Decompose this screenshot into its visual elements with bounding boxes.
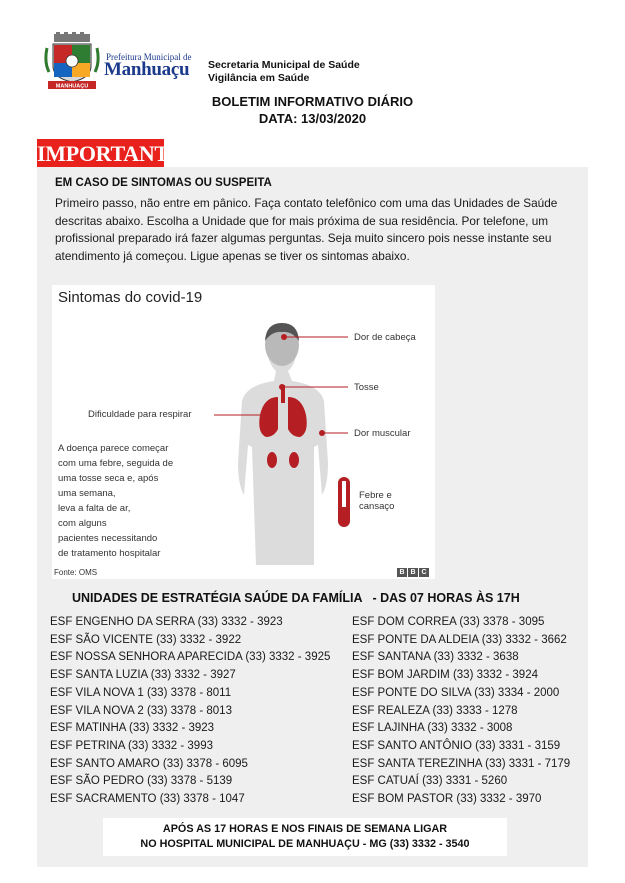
unit-item: ESF NOSSA SENHORA APARECIDA (33) 3332 - 3925 [50,651,331,664]
units-title: UNIDADES DE ESTRATÉGIA SAÚDE DA FAMÍLIA - DAS 07 HORAS ÀS 17H [72,591,520,605]
secretaria-label: Secretaria Municipal de Saúde [208,59,360,71]
label-fatigue: cansaço [359,501,395,512]
unit-item: ESF VILA NOVA 2 (33) 3378 - 8013 [50,704,232,717]
units-list-left [50,614,330,809]
bulletin-title: BOLETIM INFORMATIVO DIÁRIO [211,94,414,109]
disease-description [58,441,208,561]
label-cough: Tosse [354,382,379,393]
units-list-right [352,614,570,809]
after-hours-line: APÓS AS 17 HORAS E NOS FINAIS DE SEMANA LIGAR [162,823,448,835]
right-kidney [289,452,299,468]
unit-item: ESF PONTE DO SILVA (33) 3334 - 2000 [352,686,560,699]
description-line: pacientes necessitando [58,533,158,544]
unit-item: ESF BOM PASTOR (33) 3332 - 3970 [352,793,542,806]
important-badge: IMPORTANTE [37,141,184,166]
section-title: EM CASO DE SINTOMAS OU SUSPEITA [55,177,272,189]
left-kidney [267,452,277,468]
logo-ribbon-text: MANHUAÇU [55,83,89,90]
label-headache: Dor de cabeça [354,332,416,343]
bbc-letter: B [408,568,418,577]
unit-item: ESF SANTA LUZIA (33) 3332 - 3927 [50,669,236,682]
unit-item: ESF SANTO AMARO (33) 3378 - 6095 [50,757,248,770]
unit-item: ESF REALEZA (33) 3333 - 1278 [352,704,518,717]
symptoms-infographic [52,285,435,579]
unit-item: ESF PETRINA (33) 3332 - 3993 [50,739,213,752]
coat-of-arms-logo [44,32,100,92]
unit-item: ESF DOM CORREA (33) 3378 - 3095 [352,616,545,628]
label-breathing: Dificuldade para respirar [88,409,192,420]
label-muscle-pain: Dor muscular [354,428,411,439]
label-fever: Febre e [359,490,392,501]
unit-item: ESF SACRAMENTO (33) 3378 - 1047 [50,793,245,806]
city-name: Manhuaçu [104,59,190,80]
description-line: uma tosse seca e, após [58,473,159,484]
description-line: com uma febre, seguida de [58,458,174,469]
prefeitura-label: Prefeitura Municipal de [106,52,192,62]
description-line: com alguns [58,518,107,529]
infographic-title: Sintomas do covid-19 [58,289,203,306]
unit-item: ESF SÃO PEDRO (33) 3378 - 5139 [50,775,233,788]
after-hours-notice [103,818,507,856]
bbc-letter: B [397,568,407,577]
unit-item: ESF CATUAÍ (33) 3331 - 5260 [352,775,508,788]
after-hours-hospital: NO HOSPITAL MUNICIPAL DE MANHUAÇU - MG (33) 3332 - 3540 [140,838,470,850]
description-line: de tratamento hospitalar [58,548,161,559]
unit-item: ESF LAJINHA (33) 3332 - 3008 [352,722,513,735]
description-line: uma semana, [58,488,116,499]
unit-item: ESF BOM JARDIM (33) 3332 - 3924 [352,669,538,682]
description-line: A doença parece começar [58,443,169,454]
unit-item: ESF SÃO VICENTE (33) 3332 - 3922 [50,633,242,646]
unit-item: ESF ENGENHO DA SERRA (33) 3332 - 3923 [50,616,283,628]
bbc-letter: C [419,568,429,577]
unit-item: ESF SANTA TEREZINHA (33) 3331 - 7179 [352,757,571,770]
unit-item: ESF MATINHA (33) 3332 - 3923 [50,722,215,735]
vigilancia-label: Vigilância em Saúde [208,72,310,84]
unit-item: ESF SANTANA (33) 3332 - 3638 [352,651,519,664]
bbc-logo [397,568,429,577]
unit-item: ESF SANTO ANTÔNIO (33) 3331 - 3159 [352,739,561,752]
unit-item: ESF PONTE DA ALDEIA (33) 3332 - 3662 [352,633,567,646]
source-note: Fonte: OMS [54,568,98,577]
intro-paragraph: Primeiro passo, não entre em pânico. Faça contato telefônico com uma das Unidades de Saúde descritas abaixo. Escolha a Unidade que for mais próxima de sua residência. Por telefone, um profissional preparado irá fazer algumas perguntas. Seja muito sincero pois nesse instante seu atendimento já começou. Ligue apenas se tiver os sintomas abaixo. [55,196,558,263]
description-line: leva a falta de ar, [58,503,131,514]
bulletin-date: DATA: 13/03/2020 [258,111,367,126]
unit-item: ESF VILA NOVA 1 (33) 3378 - 8011 [50,686,232,699]
